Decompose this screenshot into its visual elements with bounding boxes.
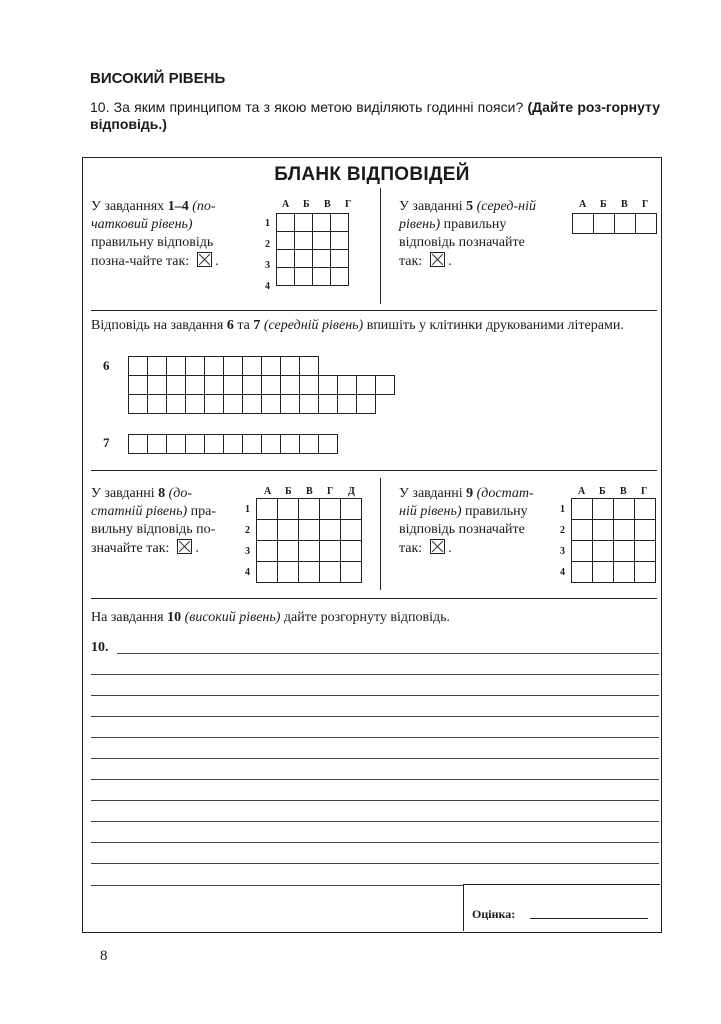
crossed-box-icon bbox=[430, 539, 445, 554]
row-label: 4 bbox=[265, 281, 270, 292]
level-label: (серед-ній рівень) bbox=[399, 199, 536, 232]
answer-line[interactable] bbox=[91, 674, 659, 675]
row-label: 3 bbox=[560, 546, 565, 557]
task-8-instructions: У завданні 8 (до-статній рівень) пра-вильну відповідь по-значайте так: . bbox=[91, 486, 216, 556]
level-label: (по-чатковий рівень) bbox=[91, 199, 216, 232]
instruction-text: Відповідь на завдання bbox=[91, 318, 224, 333]
crossed-box-icon bbox=[197, 252, 212, 267]
answer-grid-task-8[interactable] bbox=[256, 498, 362, 583]
section-divider bbox=[91, 470, 657, 471]
column-label: Б bbox=[303, 199, 310, 210]
level-label: (середній рівень) bbox=[263, 318, 364, 333]
instruction-text: У завданні bbox=[399, 199, 463, 214]
task-6-cells-row-2[interactable] bbox=[128, 375, 394, 395]
task-5-instructions: У завданні 5 (серед-ній рівень) правильну відповідь позначайте так: . bbox=[399, 199, 536, 269]
question-number: 10. bbox=[90, 99, 110, 115]
answer-line[interactable] bbox=[91, 758, 659, 759]
task-number: 5 bbox=[466, 199, 474, 214]
task-9-instructions: У завданні 9 (достат-ній рівень) правильну відповідь позначайте так: . bbox=[399, 486, 534, 556]
level-label: (до-статній рівень) bbox=[91, 486, 193, 519]
question-instruction: (Дайте роз-горнуту відповідь.) bbox=[90, 99, 661, 132]
answer-grid-tasks-1-4[interactable] bbox=[276, 213, 349, 286]
task-6-cells-row-3[interactable] bbox=[128, 394, 375, 414]
instruction-text: У завданні bbox=[91, 486, 155, 501]
column-label: Г bbox=[641, 486, 648, 497]
answer-grid-task-5[interactable] bbox=[572, 213, 657, 234]
instruction-text: правильну відповідь позначайте так: bbox=[399, 504, 528, 556]
section-divider bbox=[91, 598, 657, 599]
instruction-text: У завданнях bbox=[91, 199, 165, 214]
task-number: 8 bbox=[158, 486, 166, 501]
task-6-cells-row-1[interactable] bbox=[128, 356, 318, 376]
task-6-label: 6 bbox=[103, 358, 110, 373]
column-divider bbox=[380, 478, 381, 590]
column-label: А bbox=[264, 486, 272, 497]
column-label: А bbox=[578, 486, 586, 497]
instruction-text: та bbox=[237, 318, 250, 333]
grade-box bbox=[463, 884, 660, 931]
row-label: 2 bbox=[245, 525, 250, 536]
row-label: 4 bbox=[245, 567, 250, 578]
column-label: В bbox=[621, 199, 628, 210]
answer-form bbox=[82, 157, 662, 933]
row-label: 2 bbox=[265, 239, 270, 250]
row-label: 1 bbox=[560, 504, 565, 515]
level-label: (достат-ній рівень) bbox=[399, 486, 534, 519]
row-label: 1 bbox=[245, 504, 250, 515]
answer-line[interactable] bbox=[91, 737, 659, 738]
answer-line[interactable] bbox=[91, 885, 463, 886]
instruction-text: правильну відповідь позна-чайте так: bbox=[91, 235, 214, 269]
answer-line[interactable] bbox=[91, 863, 659, 864]
task-7-cells[interactable] bbox=[128, 434, 337, 454]
answer-line[interactable] bbox=[91, 842, 659, 843]
tasks-1-4-instructions: У завданнях 1–4 (по-чатковий рівень) правильну відповідь позна-чайте так: . bbox=[91, 199, 219, 269]
column-label: В bbox=[306, 486, 313, 497]
crossed-box-icon bbox=[430, 252, 445, 267]
column-label: В bbox=[324, 199, 331, 210]
task-7-label: 7 bbox=[103, 435, 110, 450]
column-label: Г bbox=[345, 199, 352, 210]
task-number: 9 bbox=[466, 486, 474, 501]
form-title: БЛАНК ВІДПОВІДЕЙ bbox=[274, 164, 470, 185]
section-title: ВИСОКИЙ РІВЕНЬ bbox=[90, 70, 226, 87]
task-numbers: 1–4 bbox=[167, 199, 189, 214]
task-number: 6 bbox=[226, 318, 234, 333]
row-label: 2 bbox=[560, 525, 565, 536]
task-number: 7 bbox=[253, 318, 261, 333]
answer-line[interactable] bbox=[91, 716, 659, 717]
question-text bbox=[90, 99, 660, 133]
column-label: Д bbox=[348, 486, 355, 497]
column-label: Б bbox=[599, 486, 606, 497]
answer-line[interactable] bbox=[91, 821, 659, 822]
question-body: За яким принципом та з якою метою виділяють годинні пояси? bbox=[113, 99, 524, 115]
row-label: 3 bbox=[265, 260, 270, 271]
row-label: 3 bbox=[245, 546, 250, 557]
section-divider bbox=[91, 310, 657, 311]
crossed-box-icon bbox=[177, 539, 192, 554]
task-10-answer-label: 10. bbox=[91, 640, 109, 655]
answer-line[interactable] bbox=[91, 800, 659, 801]
instruction-text: впишіть у клітинки друкованими літерами. bbox=[366, 318, 624, 333]
instruction-text: дайте розгорнуту відповідь. bbox=[283, 610, 451, 625]
row-label: 1 bbox=[265, 218, 270, 229]
column-label: В bbox=[620, 486, 627, 497]
answer-line[interactable] bbox=[117, 653, 659, 654]
task-10-instructions bbox=[91, 609, 661, 627]
page-number: 8 bbox=[100, 948, 108, 964]
tasks-6-7-instructions bbox=[91, 317, 661, 335]
column-label: Б bbox=[600, 199, 607, 210]
instruction-text: правильну відповідь позначайте так: bbox=[399, 217, 525, 269]
grade-label: Оцінка: bbox=[472, 907, 516, 921]
column-label: А bbox=[579, 199, 587, 210]
instruction-text: пра-вильну відповідь по-значайте так: bbox=[91, 504, 216, 556]
column-label: А bbox=[282, 199, 290, 210]
grade-input-line[interactable] bbox=[530, 918, 648, 919]
task-number: 10 bbox=[167, 610, 182, 625]
row-label: 4 bbox=[560, 567, 565, 578]
answer-grid-task-9[interactable] bbox=[571, 498, 656, 583]
column-label: Г bbox=[327, 486, 334, 497]
level-label: (високий рівень) bbox=[184, 610, 281, 625]
instruction-text: На завдання bbox=[91, 610, 164, 625]
answer-line[interactable] bbox=[91, 779, 659, 780]
instruction-text: У завданні bbox=[399, 486, 463, 501]
column-divider bbox=[380, 188, 381, 304]
answer-line[interactable] bbox=[91, 695, 659, 696]
column-label: Г bbox=[642, 199, 649, 210]
column-label: Б bbox=[285, 486, 292, 497]
